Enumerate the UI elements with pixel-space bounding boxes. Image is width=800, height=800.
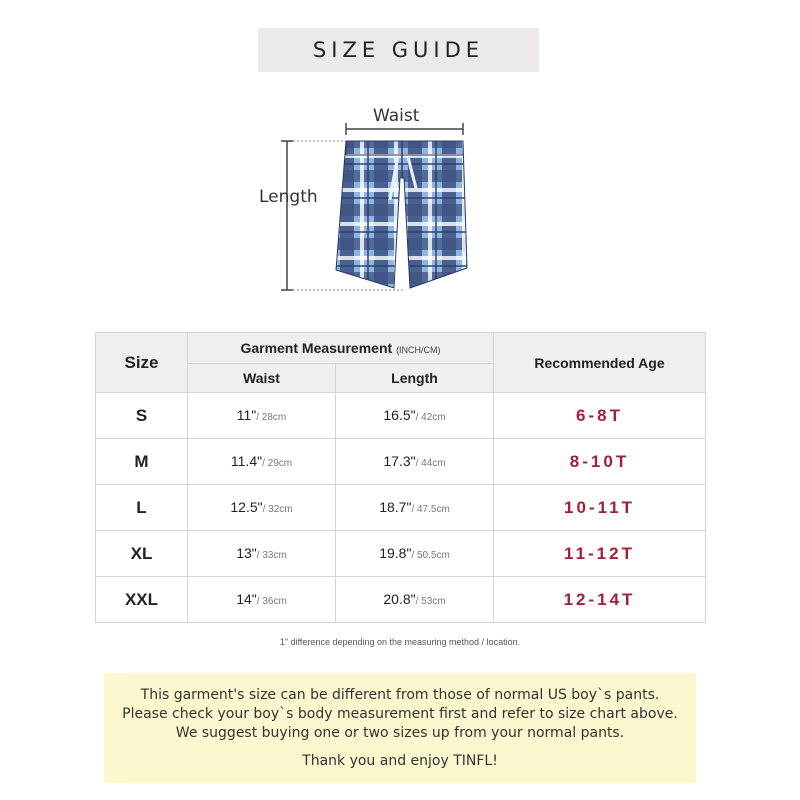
table-row (96, 531, 706, 577)
cell-age: 8-10T (494, 439, 706, 485)
cell-length (336, 531, 494, 577)
cell-length (336, 393, 494, 439)
cell-length (336, 439, 494, 485)
cell-waist (188, 577, 336, 623)
length-cm: / 44cm (415, 457, 446, 469)
measurement-note: 1" difference depending on the measuring method / location. (279, 637, 521, 647)
cell-age: 6-8T (494, 393, 706, 439)
notice-line: We suggest buying one or two sizes up from your normal pants. (175, 725, 625, 741)
cell-waist (188, 393, 336, 439)
length-inch: 16.5" (383, 406, 416, 423)
table-row (96, 439, 706, 485)
waist-inch: 12.5" (230, 498, 263, 515)
cell-waist (188, 439, 336, 485)
shorts-measurement-figure (0, 0, 800, 320)
cell-waist (188, 485, 336, 531)
cell-age: 12-14T (494, 577, 706, 623)
waist-inch: 11" (236, 406, 257, 423)
length-cm: / 42cm (415, 411, 446, 423)
length-inch: 17.3" (383, 452, 416, 469)
header-unit: (INCH/CM) (396, 345, 441, 355)
waist-inch: 14" (236, 590, 257, 607)
waist-inch: 11.4" (230, 452, 263, 469)
waist-cm: / 33cm (256, 549, 287, 561)
cell-size: XXL (96, 577, 188, 623)
notice-line: Please check your boy`s body measurement first and refer to size chart above. (122, 706, 678, 722)
cell-age: 11-12T (494, 531, 706, 577)
table-row (96, 393, 706, 439)
length-inch: 18.7" (379, 498, 412, 515)
header-size: Size (96, 333, 188, 393)
cell-waist (188, 531, 336, 577)
header-garment-label: Garment Measurement (240, 340, 393, 356)
cell-length (336, 577, 494, 623)
length-cm: / 50.5cm (411, 549, 450, 561)
cell-size: M (96, 439, 188, 485)
waist-cm: / 32cm (262, 503, 293, 515)
notice-line: This garment's size can be different from those of normal US boy`s pants. (140, 687, 660, 703)
cell-age: 10-11T (494, 485, 706, 531)
header-recommended-age: Recommended Age (494, 333, 706, 393)
cell-size: L (96, 485, 188, 531)
table-row (96, 485, 706, 531)
waist-cm: / 36cm (256, 595, 287, 607)
length-cm: / 47.5cm (411, 503, 450, 515)
page-title: SIZE GUIDE (312, 38, 485, 62)
size-table (95, 332, 706, 623)
waist-cm: / 29cm (262, 457, 293, 469)
header-length: Length (336, 364, 494, 393)
table-row (96, 577, 706, 623)
length-inch: 20.8" (383, 590, 416, 607)
header-garment-measurement (188, 333, 494, 364)
length-label: Length (259, 187, 318, 207)
notice-box (104, 673, 696, 783)
cell-length (336, 485, 494, 531)
length-cm: / 53cm (415, 595, 446, 607)
length-inch: 19.8" (379, 544, 412, 561)
waist-cm: / 28cm (256, 411, 287, 423)
waist-inch: 13" (236, 544, 257, 561)
waist-label: Waist (373, 106, 420, 126)
thanks-line: Thank you and enjoy TINFL! (302, 753, 498, 769)
cell-size: XL (96, 531, 188, 577)
cell-size: S (96, 393, 188, 439)
header-waist: Waist (188, 364, 336, 393)
